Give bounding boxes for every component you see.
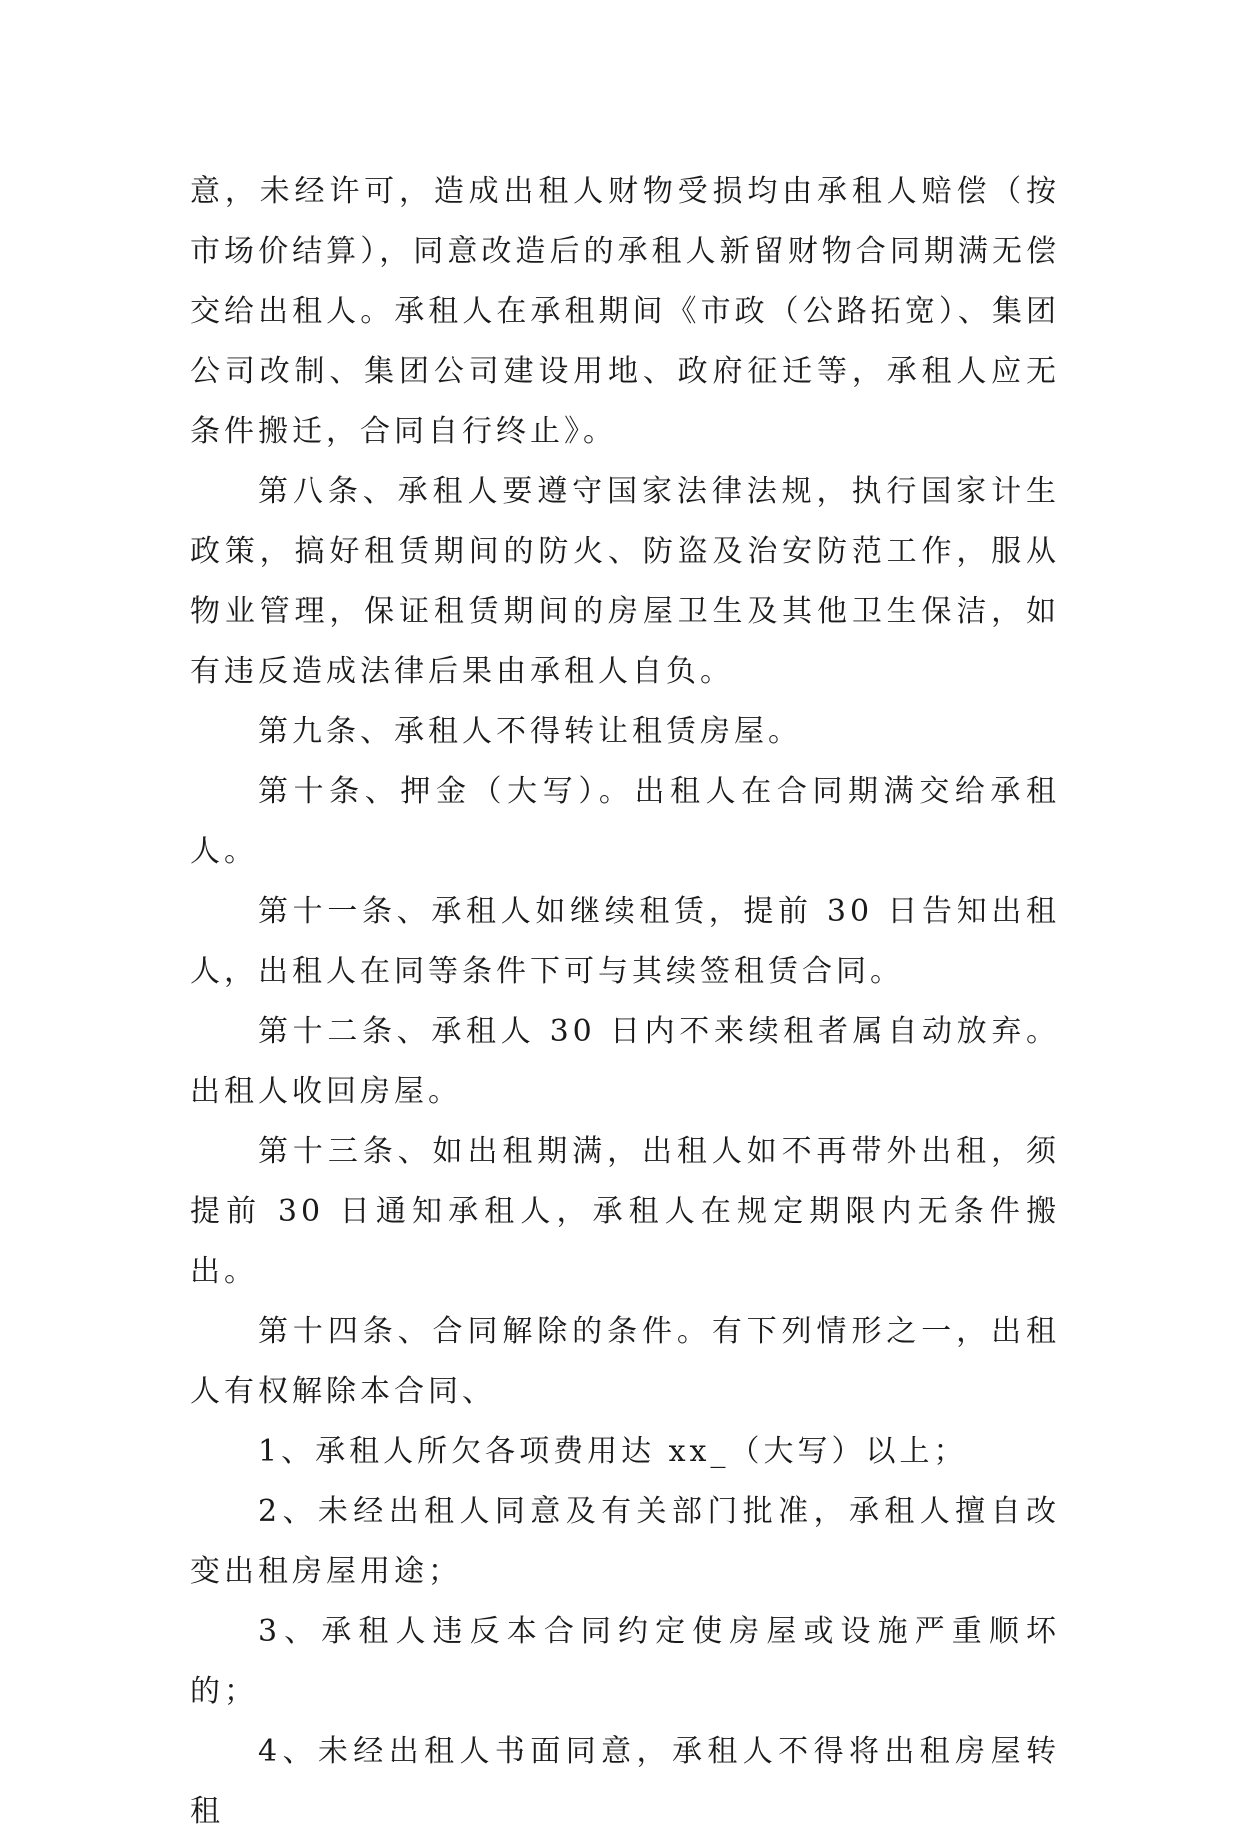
paragraph-article-11: 第十一条、承租人如继续租赁，提前 30 日告知出租人，出租人在同等条件下可与其续签租赁合同。 [190, 894, 1060, 989]
paragraph-continuation: 意，未经许可，造成出租人财物受损均由承租人赔偿（按市场价结算），同意改造后的承租人新留财物合同期满无偿交给出租人。承租人在承租期间《市政（公路拓宽）、集团公司改制、集团公司建设用地、政府征迁等，承租人应无条件搬迁，合同自行终止》。 [190, 174, 1060, 449]
list-item-3: 3、承租人违反本合同约定使房屋或设施严重顺坏的； [190, 1614, 1060, 1709]
list-item-1: 1、承租人所欠各项费用达 xx_（大写）以上； [258, 1434, 968, 1469]
list-item-2: 2、未经出租人同意及有关部门批准，承租人擅自改变出租房屋用途； [190, 1494, 1060, 1589]
paragraph-article-8: 第八条、承租人要遵守国家法律法规，执行国家计生政策，搞好租赁期间的防火、防盗及治安防范工作，服从物业管理，保证租赁期间的房屋卫生及其他卫生保洁，如有违反造成法律后果由承租人自负。 [190, 474, 1060, 689]
paragraph-article-10: 第十条、押金（大写）。出租人在合同期满交给承租人。 [190, 774, 1060, 869]
paragraph-article-13: 第十三条、如出租期满，出租人如不再带外出租，须提前 30 日通知承租人，承租人在规定期限内无条件搬出。 [190, 1134, 1060, 1289]
paragraph-article-14: 第十四条、合同解除的条件。有下列情形之一，出租人有权解除本合同、 [190, 1314, 1060, 1409]
paragraph-article-12: 第十二条、承租人 30 日内不来续租者属自动放弃。出租人收回房屋。 [190, 1014, 1060, 1109]
list-item-4: 4、未经出租人书面同意，承租人不得将出租房屋转租 [190, 1734, 1060, 1829]
document-body [190, 162, 1060, 1842]
paragraph-article-9: 第九条、承租人不得转让租赁房屋。 [258, 714, 802, 749]
